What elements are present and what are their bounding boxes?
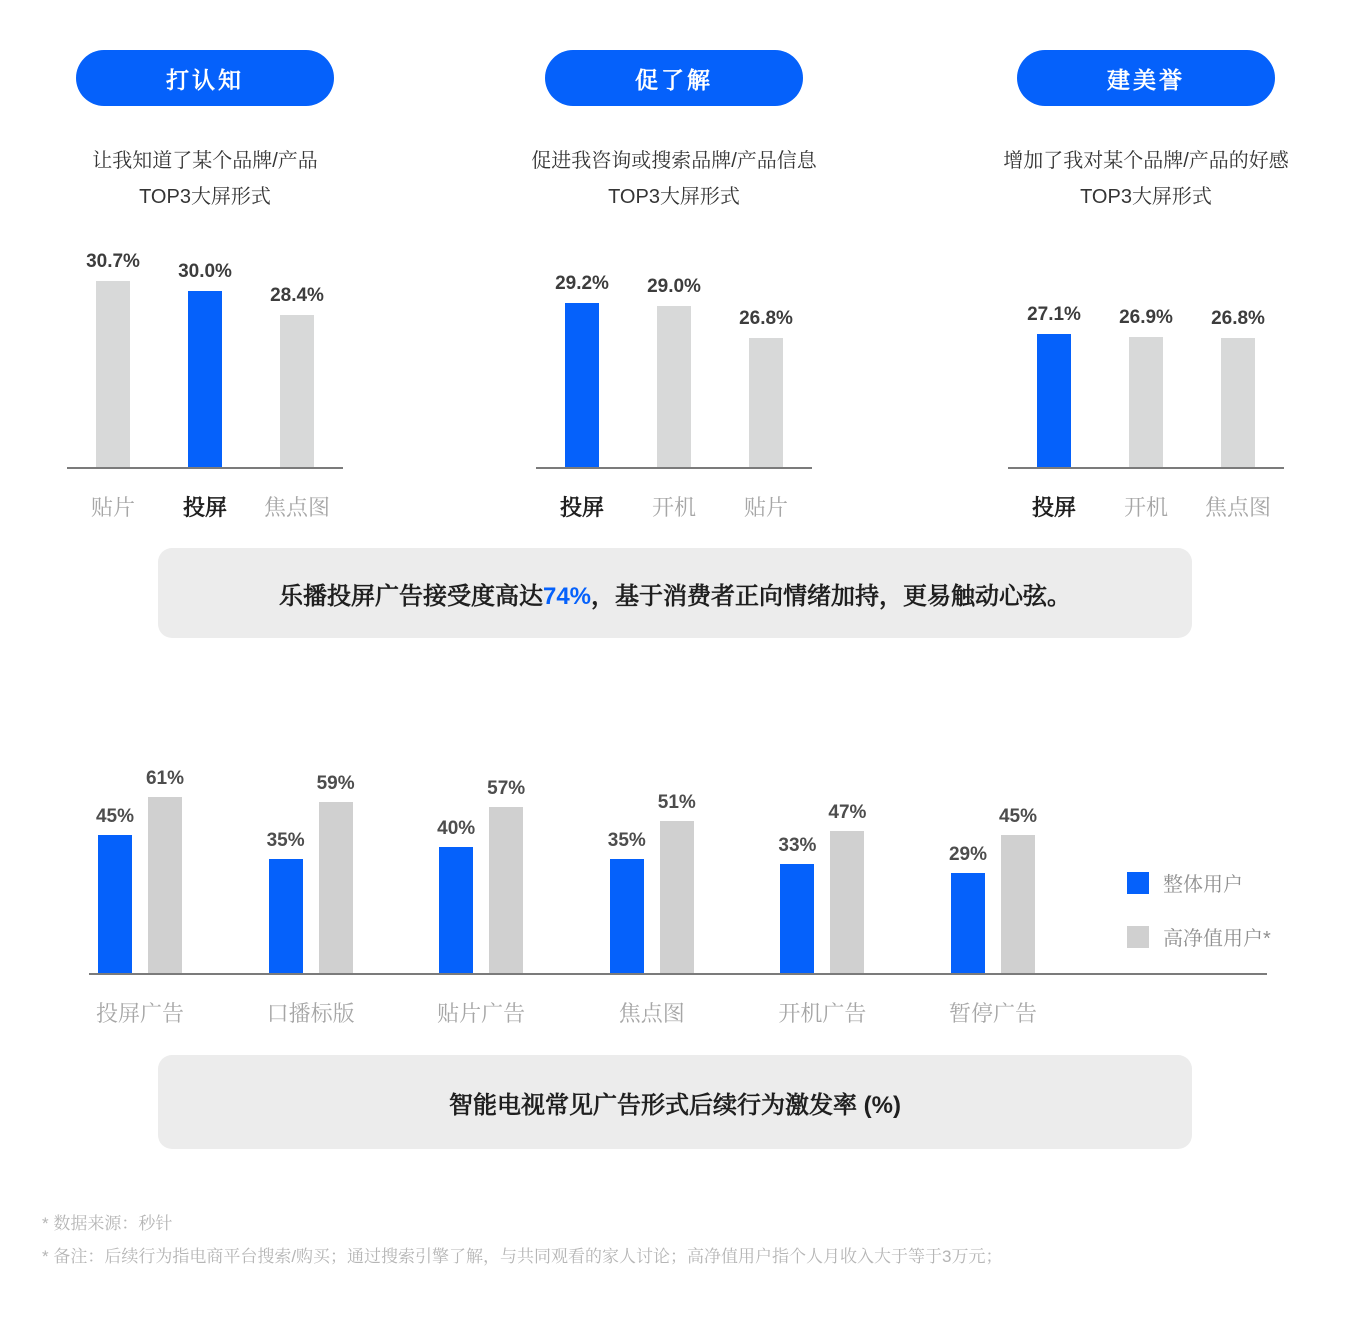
highlight-bar (1037, 334, 1071, 467)
bar (1221, 338, 1255, 467)
pill-badge-reputation: 建美誉 (1017, 50, 1275, 106)
bar-slot (647, 276, 701, 467)
bar-value-label: 57% (487, 778, 526, 799)
bar-value-label: 45% (998, 806, 1038, 827)
bar-value-label: 35% (607, 830, 646, 851)
bar-group (778, 745, 867, 1026)
legend-label: 高净值用户* (1163, 928, 1271, 950)
bar-primary (437, 818, 476, 973)
bar-slot (555, 273, 609, 467)
big-chart-title: 智能电视常见广告形式后续行为激发率 (%) (449, 1091, 901, 1119)
bar-value-label: 59% (316, 773, 355, 794)
bar-slot (86, 251, 140, 467)
bar-value-label: 35% (266, 830, 305, 851)
bar-secondary (487, 778, 526, 973)
subtitle-line-1: 让我知道了某个品牌/产品 (92, 150, 318, 172)
legend-swatch (1127, 872, 1149, 894)
mini-bar-chart-understanding (536, 237, 812, 469)
mini-chart-column-awareness (55, 50, 355, 525)
pill-badge-awareness: 打认知 (76, 50, 334, 106)
chart-subtitle (479, 143, 869, 215)
mini-bar-chart-reputation (1008, 237, 1284, 469)
bar (1129, 337, 1163, 467)
bar-value-label: 26.8% (739, 308, 793, 329)
footnote-source: * 数据来源：秒针 (42, 1214, 173, 1233)
highlight-bar (188, 291, 222, 467)
bar-secondary (828, 802, 867, 973)
category-label: 投屏广告 (95, 1001, 185, 1026)
callout-band (158, 548, 1192, 638)
mini-bar-chart-awareness (67, 237, 343, 469)
bar-secondary (998, 806, 1038, 973)
legend-swatch (1127, 926, 1149, 948)
bar-primary (778, 835, 817, 973)
bar-group (95, 745, 185, 1026)
chart-legend (1127, 868, 1271, 976)
bar-value-label: 27.1% (1027, 304, 1081, 325)
bar-value-label: 51% (657, 792, 696, 813)
bar-secondary (145, 768, 185, 973)
bar-value-label: 30.7% (86, 251, 140, 272)
callout-text-before: 乐播投屏广告接受度高达 (278, 582, 543, 610)
subtitle-line-2: TOP3大屏形式 (1080, 186, 1212, 208)
bar-group (607, 745, 696, 1026)
category-label: 口播标版 (266, 1001, 355, 1026)
subtitle-line-1: 增加了我对某个品牌/产品的好感 (1003, 150, 1289, 172)
callout-text (279, 576, 1071, 611)
bar-slot (1211, 308, 1265, 467)
bar-value-label: 30.0% (178, 261, 232, 282)
bar-value-label: 28.4% (270, 285, 324, 306)
footnote-note: * 备注：后续行为指电商平台搜索/购买；通过搜索引擎了解，与共同观看的家人讨论；高净值用户指个人月收入大于等于3万元； (42, 1247, 1003, 1266)
bar-group (266, 745, 355, 1026)
bar (96, 281, 130, 467)
subtitle-line-2: TOP3大屏形式 (139, 186, 271, 208)
bar-primary (948, 844, 988, 973)
bar-value-label: 61% (145, 768, 185, 789)
bar (749, 338, 783, 467)
bar (280, 315, 314, 467)
category-label: 暂停广告 (948, 1001, 1038, 1026)
bar-primary (607, 830, 646, 973)
category-label: 投屏 (1032, 495, 1077, 520)
bar-slot (1027, 304, 1081, 467)
legend-label: 整体用户 (1163, 874, 1243, 896)
bar-value-label: 47% (828, 802, 867, 823)
bar-secondary (316, 773, 355, 973)
category-label: 开机 (652, 495, 697, 520)
callout-text-after: ，基于消费者正向情绪加持，更易触动心弦。 (591, 582, 1072, 610)
highlight-bar (565, 303, 599, 467)
bar-primary (95, 806, 135, 973)
bar-value-label: 26.9% (1119, 307, 1173, 328)
mini-chart-category-labels (67, 491, 343, 522)
category-label: 焦点图 (618, 1001, 685, 1026)
caption-band (158, 1055, 1192, 1149)
mini-chart-category-labels (536, 491, 812, 522)
category-label: 焦点图 (1205, 495, 1272, 520)
bar-secondary (657, 792, 696, 973)
bar-slot (270, 285, 324, 467)
bar-group (948, 745, 1038, 1026)
bar-value-label: 29.0% (647, 276, 701, 297)
legend-item (1127, 922, 1271, 951)
pill-badge-understanding: 促了解 (545, 50, 803, 106)
mini-chart-column-reputation (996, 50, 1296, 525)
category-label: 投屏 (183, 495, 228, 520)
bar-slot (739, 308, 793, 467)
mini-chart-category-labels (1008, 491, 1284, 522)
bar-value-label: 29.2% (555, 273, 609, 294)
category-label: 开机 (1124, 495, 1169, 520)
category-label: 焦点图 (264, 495, 331, 520)
mini-chart-column-understanding (524, 50, 824, 525)
subtitle-line-2: TOP3大屏形式 (608, 186, 740, 208)
chart-subtitle (951, 143, 1341, 215)
bar-group (437, 745, 526, 1026)
bar-slot (1119, 307, 1173, 467)
legend-item (1127, 868, 1271, 897)
category-label: 贴片广告 (437, 1001, 526, 1026)
bar-value-label: 26.8% (1211, 308, 1265, 329)
bar-slot (178, 261, 232, 467)
callout-highlight: 74% (542, 582, 592, 610)
bar-value-label: 33% (778, 835, 817, 856)
bar (657, 306, 691, 467)
category-label: 开机广告 (778, 1001, 867, 1026)
bar-value-label: 45% (95, 806, 135, 827)
category-label: 投屏 (560, 495, 605, 520)
chart-subtitle (10, 143, 400, 215)
bar-value-label: 29% (948, 844, 988, 865)
category-label: 贴片 (744, 495, 789, 520)
grouped-bar-chart (89, 745, 1271, 1026)
subtitle-line-1: 促进我咨询或搜索品牌/产品信息 (531, 150, 817, 172)
bar-value-label: 40% (437, 818, 476, 839)
category-label: 贴片 (91, 495, 136, 520)
bar-primary (266, 830, 305, 973)
